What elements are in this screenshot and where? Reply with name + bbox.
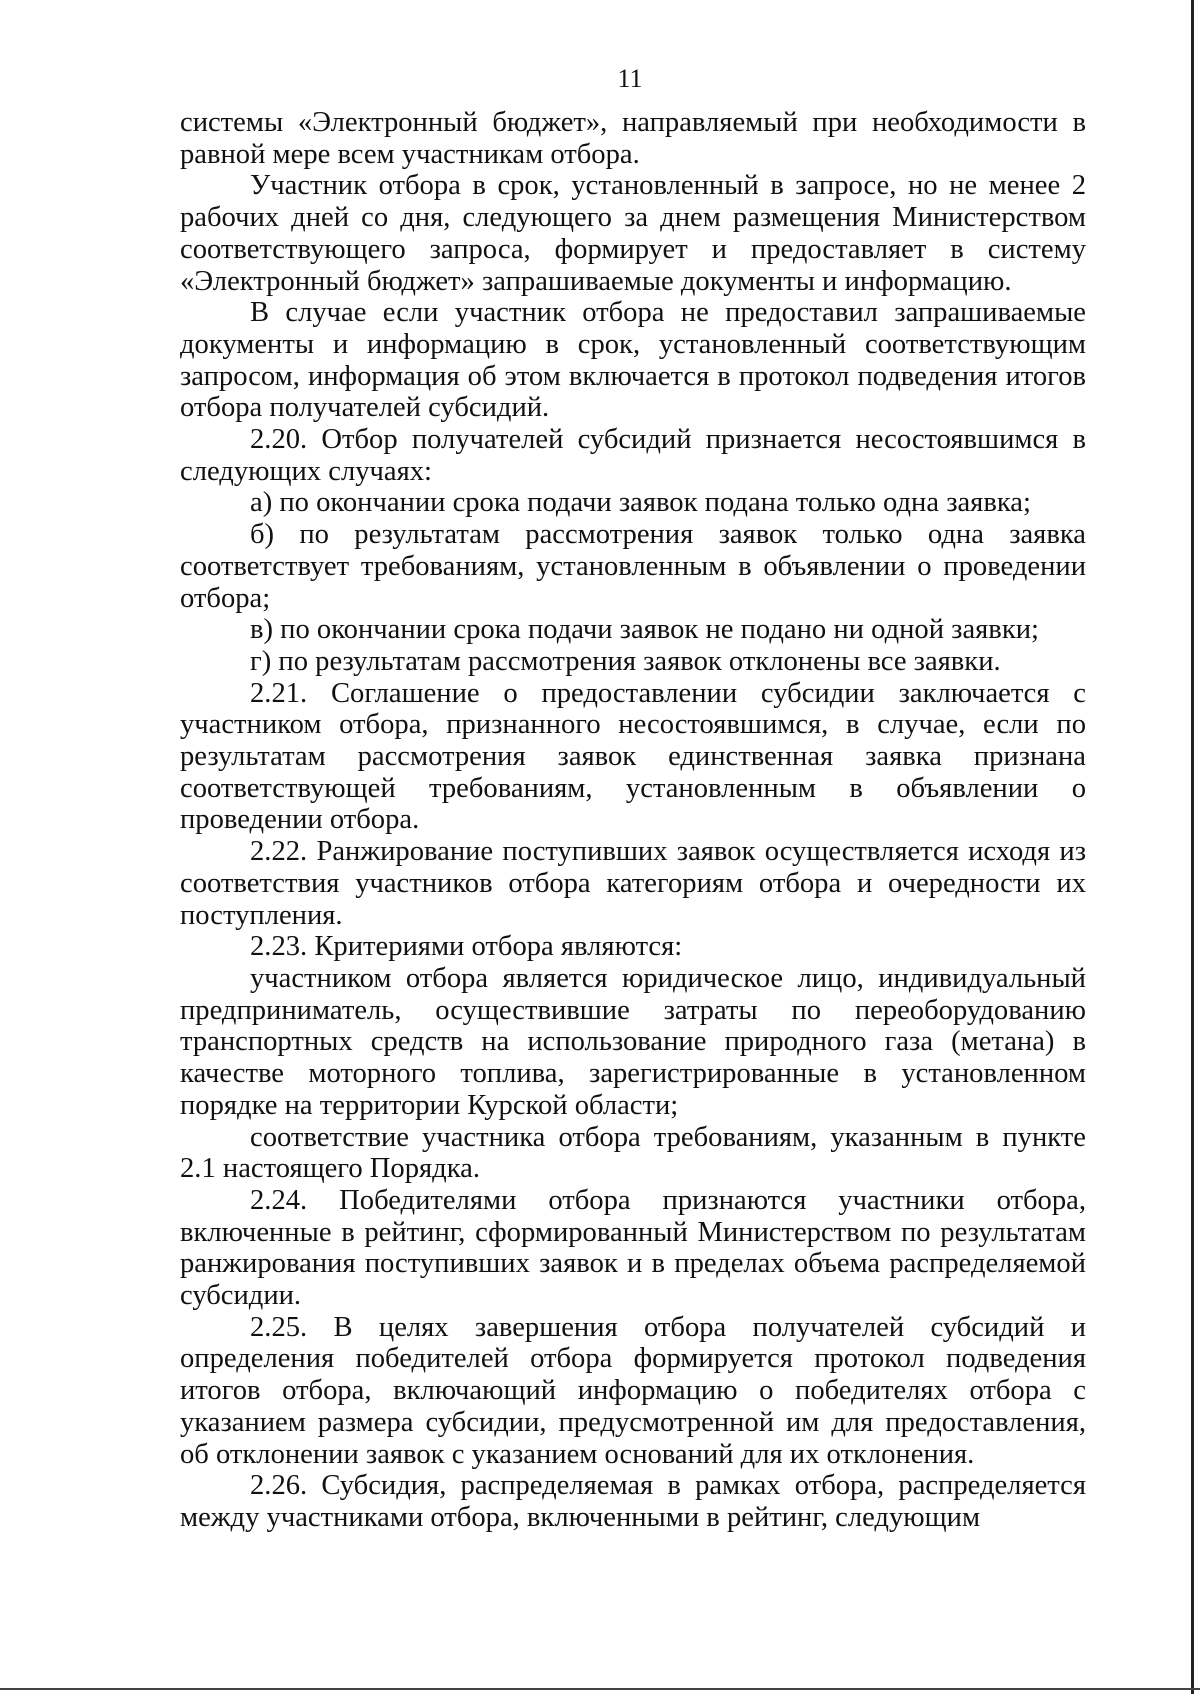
paragraph-clause-2-21: 2.21. Соглашение о предоставлении субсидии заключается с участником отбора, признанного несостоявшимся, в случае, если по результатам рассмотрения заявок единственная заявка признана соответствующей требованиям, установленным в объявлении о проведении отбора. (180, 677, 1086, 836)
scan-edge-bottom (0, 1688, 1200, 1690)
paragraph-clause-2-22: 2.22. Ранжирование поступивших заявок осуществляется исходя из соответствия участников отбора категориям отбора и очередности их поступления. (180, 836, 1086, 931)
paragraph-clause-2-26: 2.26. Субсидия, распределяемая в рамках отбора, распределяется между участниками отбора, включенными в рейтинг, следующим (180, 1470, 1086, 1533)
scan-edge-right (1191, 0, 1194, 1694)
list-item-b: б) по результатам рассмотрения заявок только одна заявка соответствует требованиям, установленным в объявлении о проведении отбора; (180, 519, 1086, 614)
paragraph: Участник отбора в срок, установленный в запросе, но не менее 2 рабочих дней со дня, следующего за днем размещения Министерством соответствующего запроса, формирует и предоставляет в систему «Электронный бюджет» запрашиваемые документы и информацию. (180, 170, 1086, 297)
paragraph-clause-2-24: 2.24. Победителями отбора признаются участники отбора, включенные в рейтинг, сформированный Министерством по результатам ранжирования поступивших заявок и в пределах объема распределяемой субсидии. (180, 1184, 1086, 1312)
list-item-v: в) по окончании срока подачи заявок не подано ни одной заявки; (250, 614, 1039, 646)
paragraph-clause-2-25: 2.25. В целях завершения отбора получателей субсидий и определения победителей отбора формируется протокол подведения итогов отбора, включающий информацию о победителях отбора с указанием размера субсидии, предусмотренной им для предоставления, об отклонении заявок с указанием оснований для их отклонения. (180, 1311, 1086, 1470)
criteria-item: соответствие участника отбора требованиям, указанным в пункте 2.1 настоящего Порядка. (180, 1121, 1086, 1185)
criteria-item: участником отбора является юридическое лицо, индивидуальный предприниматель, осуществившие затраты по переоборудованию транспортных средств на использование природного газа (метана) в качестве моторного топлива, зарегистрированные в установленном порядке на территории Курской области; (180, 962, 1086, 1121)
paragraph: В случае если участник отбора не предоставил запрашиваемые документы и информацию в срок, установленный соответствующим запросом, информация об этом включается в протокол подведения итогов отбора получателей субсидий. (180, 297, 1086, 424)
paragraph: системы «Электронный бюджет», направляемый при необходимости в равной мере всем участникам отбора. (180, 107, 1086, 170)
paragraph-clause-2-23: 2.23. Критериями отбора являются: (250, 931, 683, 963)
list-item-a: а) по окончании срока подачи заявок подана только одна заявка; (250, 487, 1031, 519)
page-number: 11 (617, 64, 643, 93)
paragraph-clause-2-20: 2.20. Отбор получателей субсидий признается несостоявшимся в следующих случаях: (180, 424, 1086, 487)
list-item-g: г) по результатам рассмотрения заявок отклонены все заявки. (250, 645, 1001, 677)
document-body (180, 107, 1086, 1534)
